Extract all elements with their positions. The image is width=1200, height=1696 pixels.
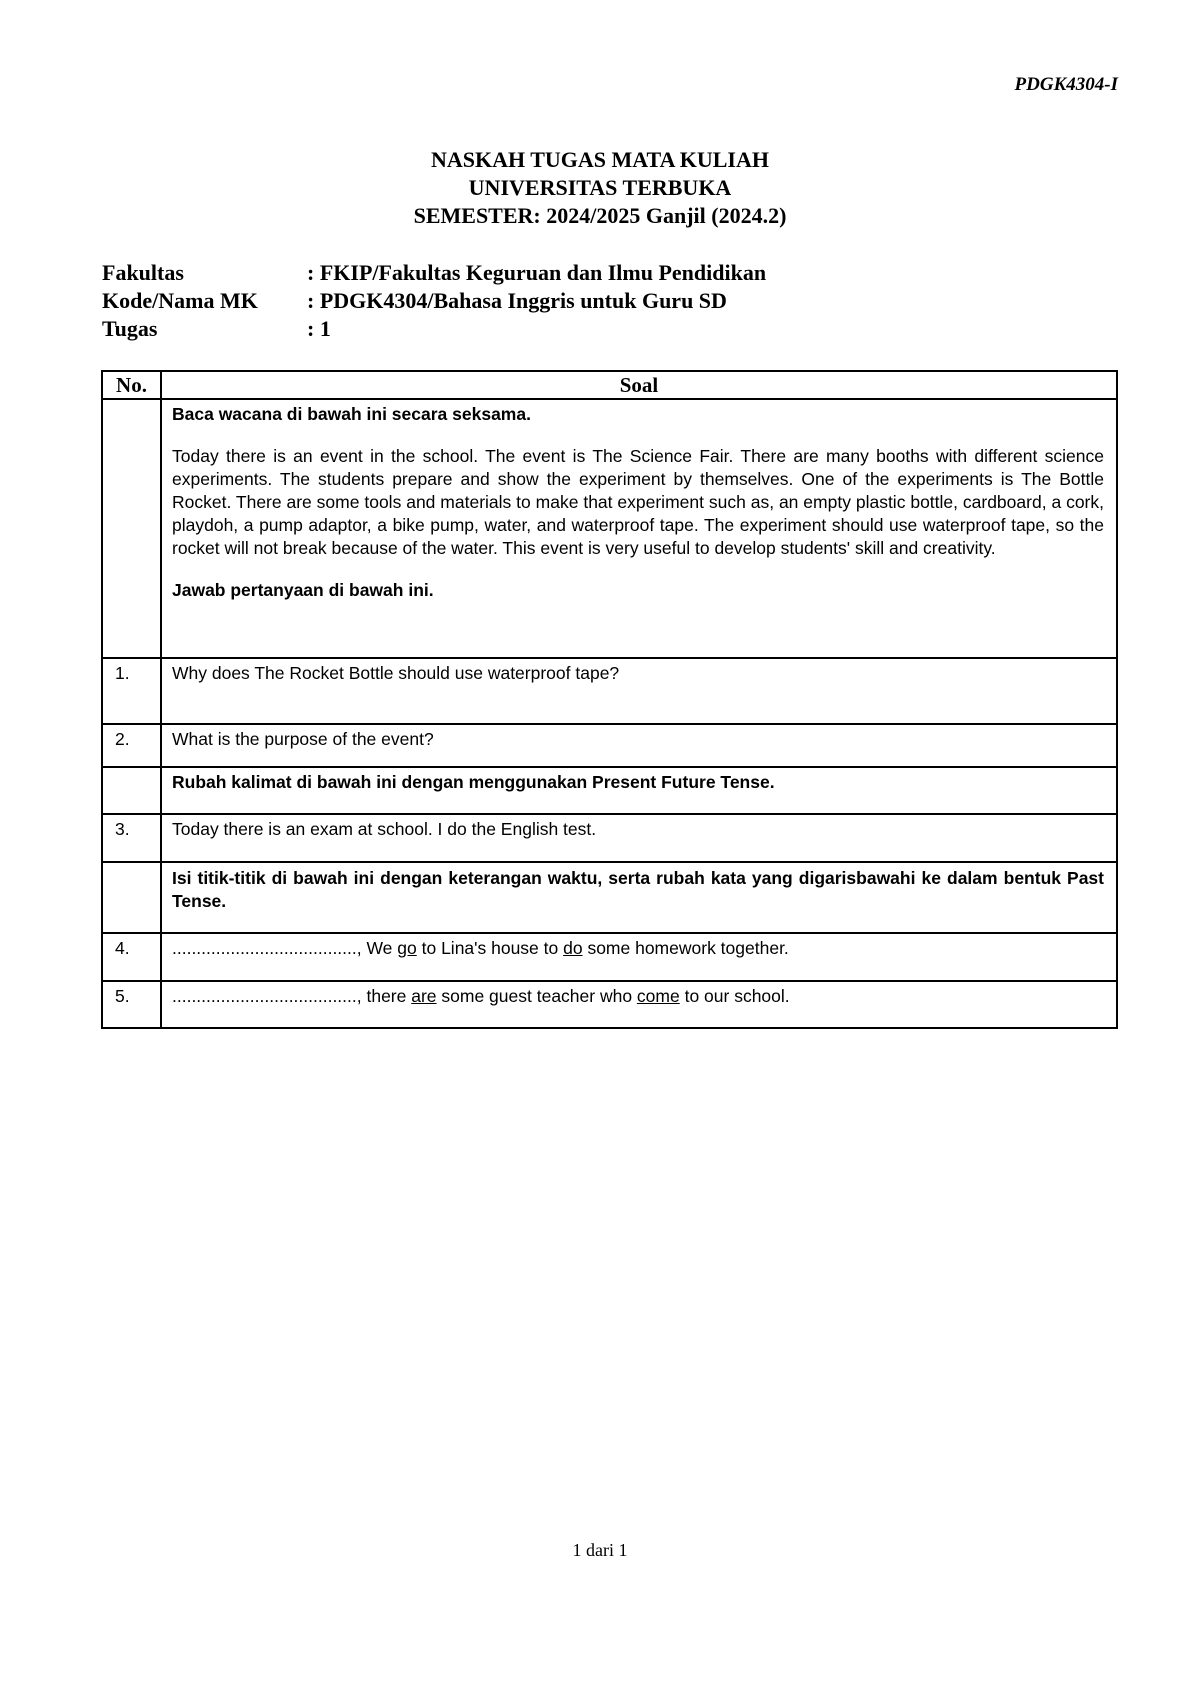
tugas-value: : 1 <box>307 316 331 341</box>
question-text-part: to Lina's house to <box>416 938 564 958</box>
table-row <box>102 658 1117 724</box>
kode-row <box>102 287 766 315</box>
fakultas-value: : FKIP/Fakultas Keguruan dan Ilmu Pendidikan <box>307 260 767 285</box>
document-title <box>0 146 1200 230</box>
question-number: 4. <box>102 933 161 981</box>
question-number: 3. <box>102 814 161 862</box>
answer-instruction: Jawab pertanyaan di bawah ini. <box>172 580 434 600</box>
question-text-part: some guest teacher who <box>436 986 637 1006</box>
question-number: 2. <box>102 724 161 767</box>
question-text-part: to our school. <box>679 986 790 1006</box>
number-cell <box>102 862 161 933</box>
table-header-row <box>102 371 1117 399</box>
number-cell <box>102 399 161 658</box>
kode-label: Kode/Nama MK <box>102 288 258 313</box>
underlined-word: come <box>636 986 680 1006</box>
underlined-word: go <box>397 938 417 958</box>
fakultas-label: Fakultas <box>102 260 184 285</box>
reading-passage: Today there is an event in the school. The event is The Science Fair. There are many booths with different science experiments. The students prepare and show the experiment by themselves. One of the experiments is The Bottle Rocket. There are some tools and materials to make that experiment such as, an empty plastic bottle, cardboard, a cork, playdoh, a pump adaptor, a bike pump, water, and waterproof tape. The experiment should use waterproof tape, so the rocket will not break because of the water. This event is very useful to develop students' skill and creativity. <box>172 446 1104 558</box>
title-line-1: NASKAH TUGAS MATA KULIAH <box>431 147 769 172</box>
page-number: 1 dari 1 <box>572 1540 628 1560</box>
question-number: 5. <box>102 981 161 1028</box>
question-table <box>101 370 1118 1029</box>
question-text-part: some homework together. <box>582 938 789 958</box>
blank-dots: ......................................, there <box>172 986 412 1006</box>
table-row <box>102 724 1117 767</box>
passage-cell <box>161 399 1117 658</box>
question-number: 1. <box>102 658 161 724</box>
document-code: PDGK4304-I <box>1014 74 1118 95</box>
question-text: Why does The Rocket Bottle should use waterproof tape? <box>161 658 1117 724</box>
table-row <box>102 981 1117 1028</box>
reading-instruction: Baca wacana di bawah ini secara seksama. <box>172 404 531 424</box>
question-text <box>161 981 1117 1028</box>
blank-dots: ......................................, We <box>172 938 398 958</box>
column-header-soal: Soal <box>161 371 1117 399</box>
title-line-2: UNIVERSITAS TERBUKA <box>468 175 732 200</box>
table-row <box>102 862 1117 933</box>
fakultas-row <box>102 259 766 287</box>
underlined-word: are <box>411 986 437 1006</box>
underlined-word: do <box>563 938 583 958</box>
table-row <box>102 399 1117 658</box>
question-text: What is the purpose of the event? <box>161 724 1117 767</box>
table-row <box>102 933 1117 981</box>
column-header-no: No. <box>102 371 161 399</box>
kode-value: : PDGK4304/Bahasa Inggris untuk Guru SD <box>307 288 727 313</box>
section-instruction: Rubah kalimat di bawah ini dengan menggunakan Present Future Tense. <box>161 767 1117 814</box>
question-text <box>161 933 1117 981</box>
number-cell <box>102 767 161 814</box>
section-instruction: Isi titik-titik di bawah ini dengan keterangan waktu, serta rubah kata yang digarisbawahi ke dalam bentuk Past Tense. <box>161 862 1117 933</box>
table-row <box>102 814 1117 862</box>
question-text: Today there is an exam at school. I do the English test. <box>161 814 1117 862</box>
title-line-3: SEMESTER: 2024/2025 Ganjil (2024.2) <box>413 203 787 228</box>
tugas-row <box>102 315 766 343</box>
course-info <box>102 259 766 343</box>
table-row <box>102 767 1117 814</box>
tugas-label: Tugas <box>102 316 158 341</box>
